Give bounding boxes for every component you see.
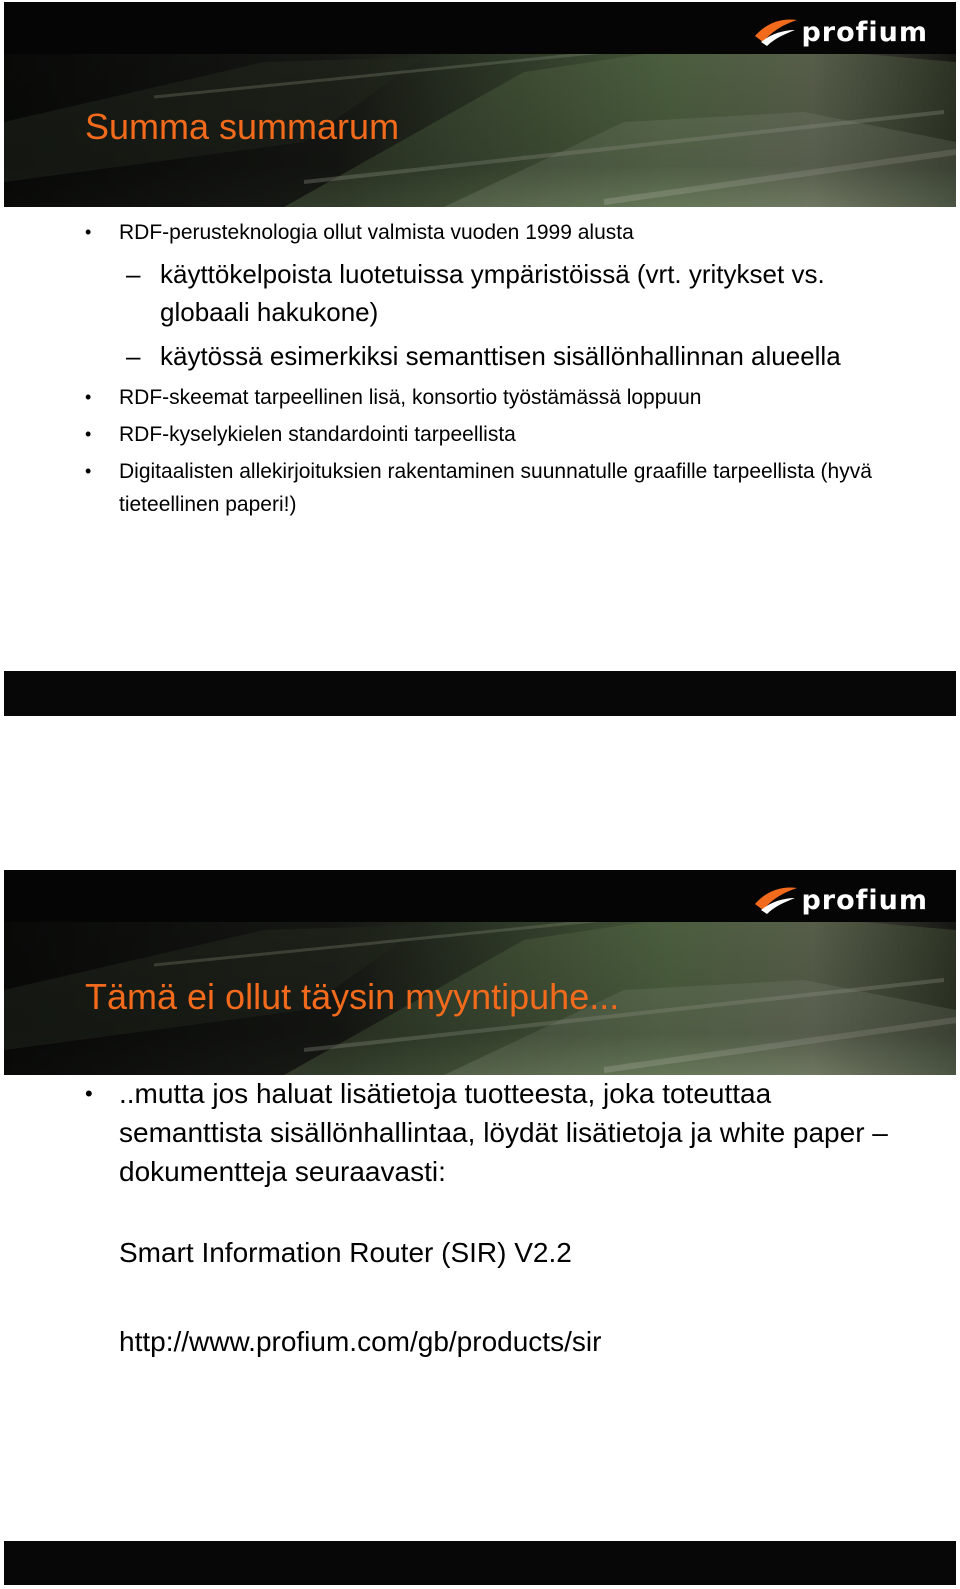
bullet-text: RDF-skeemat tarpeellinen lisä, konsortio työstämässä loppuun bbox=[119, 386, 702, 409]
bullet-dot: • bbox=[85, 222, 92, 242]
bullet-text: ..mutta jos haluat lisätietoja tuotteesta, joka toteuttaa semanttista sisällönhallintaa, löydät lisätietoja ja white paper –dokumentteja seuraavasti: bbox=[119, 1078, 888, 1187]
sub-item bbox=[4, 337, 956, 375]
slide-header bbox=[4, 2, 956, 207]
slide-header bbox=[4, 870, 956, 1075]
dash: – bbox=[126, 341, 141, 371]
slide-1 bbox=[4, 2, 956, 716]
bullet-item bbox=[4, 418, 956, 451]
sub-item-text: käyttökelpoista luotetuissa ympäristöissä (vrt. yritykset vs. globaali hakukone) bbox=[160, 259, 825, 327]
bullet-text: RDF-kyselykielen standardointi tarpeellista bbox=[119, 423, 516, 446]
slide-content bbox=[4, 208, 956, 521]
profium-logo bbox=[753, 882, 928, 918]
slide-title: Summa summarum bbox=[85, 106, 400, 147]
bullet-item bbox=[4, 455, 956, 521]
bullet-dot: • bbox=[85, 387, 92, 407]
logo-text: profium bbox=[801, 884, 928, 916]
slide-2 bbox=[4, 870, 956, 1585]
logo-text: profium bbox=[801, 16, 928, 48]
profium-logo bbox=[753, 14, 928, 50]
bullet-dot: • bbox=[85, 424, 92, 444]
bullet-dot: • bbox=[85, 461, 92, 481]
bullet-item bbox=[4, 216, 956, 249]
product-url[interactable]: http://www.profium.com/gb/products/sir bbox=[119, 1326, 602, 1357]
sub-item bbox=[4, 255, 956, 331]
profium-swoosh-icon bbox=[753, 16, 799, 48]
slide-content bbox=[4, 1074, 956, 1361]
bullet-item bbox=[4, 1074, 956, 1191]
slide-title: Tämä ei ollut täysin myyntipuhe... bbox=[85, 976, 620, 1017]
slide-footer-bar bbox=[4, 1541, 956, 1585]
profium-swoosh-icon bbox=[753, 884, 799, 916]
slide-footer-bar bbox=[4, 671, 956, 716]
product-name: Smart Information Router (SIR) V2.2 bbox=[119, 1237, 572, 1268]
bullet-dot: • bbox=[85, 1081, 93, 1106]
bullet-item bbox=[4, 381, 956, 414]
bullet-text: Digitaalisten allekirjoituksien rakentaminen suunnatulle graafille tarpeellista (hyvä tieteellinen paperi!) bbox=[119, 460, 872, 516]
dash: – bbox=[126, 259, 141, 289]
bullet-text: RDF-perusteknologia ollut valmista vuoden 1999 alusta bbox=[119, 221, 634, 244]
sub-item-text: käytössä esimerkiksi semanttisen sisällönhallinnan alueella bbox=[160, 341, 841, 371]
